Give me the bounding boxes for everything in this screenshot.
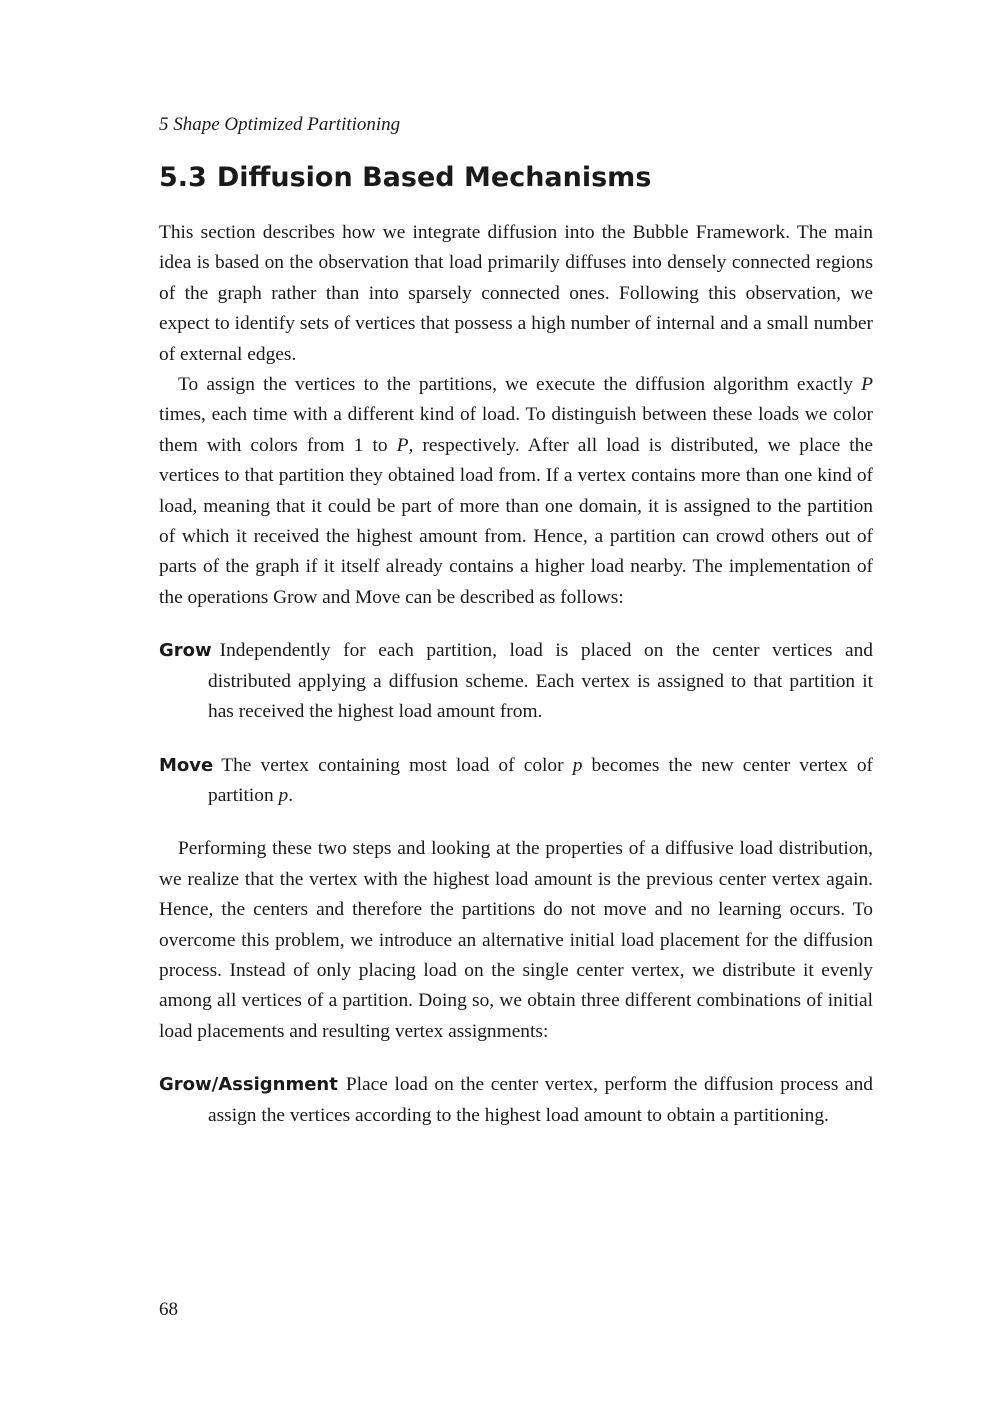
operation-move — [159, 751, 873, 812]
math-variable: p — [278, 784, 289, 806]
math-variable: P — [396, 434, 409, 456]
combination-text: Place load on the center vertex, perform the diffusion process and assign the vertices according to the highest load amount to obtain a partitioning. — [208, 1074, 873, 1126]
page-content — [159, 110, 873, 1131]
operation-grow — [159, 636, 873, 727]
combinations-list — [159, 1070, 873, 1131]
section-title: Diffusion Based Mechanisms — [216, 162, 652, 193]
section-number: 5.3 — [159, 162, 207, 193]
paragraph-assignment — [159, 370, 873, 613]
text-run: , respectively. After all load is distributed, we place the vertices to that partition they obtained load from. If a vertex contains more than one kind of load, meaning that it could be part of more than one domain, it is assigned to the partition of which it received the highest amount from. Hence, a partition can crowd others out of parts of the graph if it itself already contains a higher load nearby. The implementation of the operations Grow and Move can be described as follows: — [159, 434, 873, 608]
text-run: becomes the new center vertex of partition — [208, 754, 873, 806]
paragraph-intro: This section describes how we integrate diffusion into the Bubble Framework. The main idea is based on the observation that load primarily diffuses into densely connected regions of the graph rather than into sparsely connected ones. Following this observation, we expect to identify sets of vertices that possess a high number of internal and a small number of external edges. — [159, 222, 873, 365]
text-run: To assign the vertices to the partitions, we execute the diffusion algorithm exactly — [178, 374, 862, 396]
text-run: times, each time with a different kind of load. To distinguish between these loads we color them with colors from 1 to — [159, 404, 873, 456]
running-head: 5 Shape Optimized Partitioning — [159, 114, 401, 135]
operation-term: Grow — [159, 640, 212, 662]
page-number: 68 — [159, 1299, 178, 1320]
text-run: . — [288, 784, 294, 806]
combination-term: Grow/Assignment — [159, 1074, 338, 1096]
section-heading — [159, 160, 873, 196]
paragraph-alternative: Performing these two steps and looking at the properties of a diffusive load distribution, we realize that the vertex with the highest load amount is the previous center vertex again. Hence, the centers and therefore the partitions do not move and no learning occurs. To overcome this problem, we introduce an alternative initial load placement for the diffusion process. Instead of only placing load on the single center vertex, we distribute it evenly among all vertices of a partition. Doing so, we obtain three different combinations of initial load placements and resulting vertex assignments: — [159, 838, 873, 1042]
math-variable: P — [861, 374, 873, 396]
operations-list — [159, 636, 873, 811]
combination-grow-assignment — [159, 1070, 873, 1131]
operation-text: Independently for each partition, load is placed on the center vertices and distributed applying a diffusion scheme. Each vertex is assigned to that partition it has received the highest load amount from. — [208, 640, 873, 723]
text-run: The vertex containing most load of color — [221, 754, 573, 776]
operation-term: Move — [159, 754, 214, 776]
math-variable: p — [572, 754, 583, 776]
